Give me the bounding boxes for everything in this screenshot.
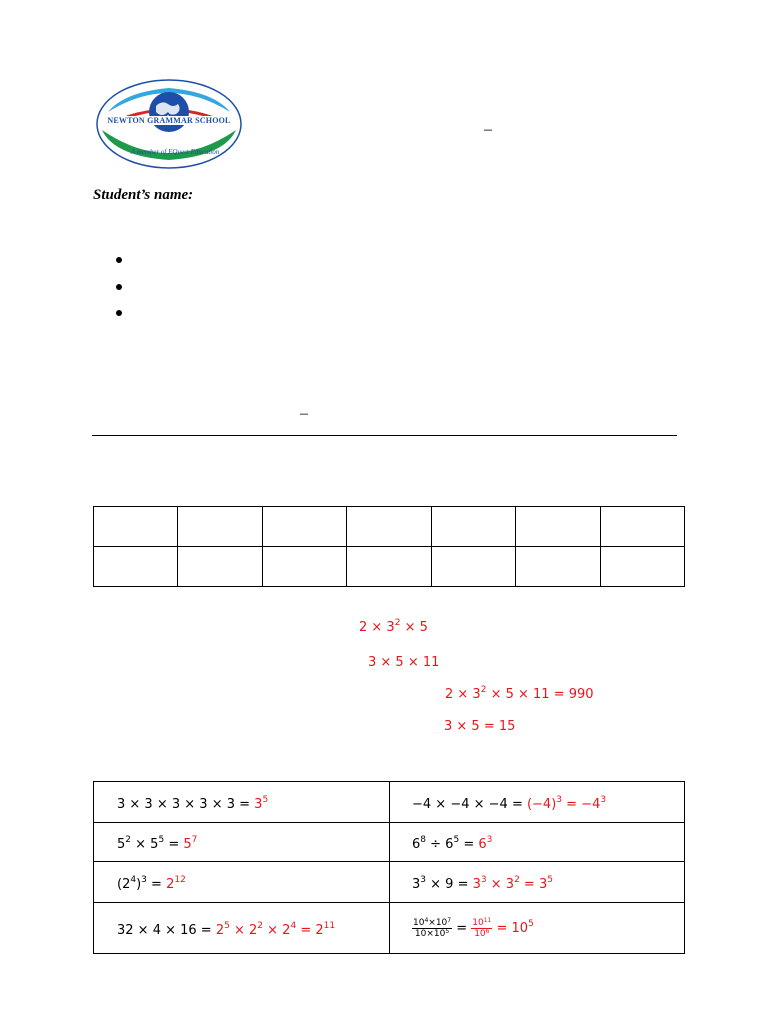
answer-d: 3 × 5 = 15 <box>444 719 516 734</box>
grid-cell <box>431 507 515 547</box>
grid-cell <box>516 507 600 547</box>
table-row <box>94 903 685 954</box>
grid-cell <box>262 507 346 547</box>
grid-cell <box>347 547 431 587</box>
school-logo <box>94 78 244 170</box>
grid-cell <box>178 507 262 547</box>
bullet-2 <box>116 284 122 290</box>
table-row <box>94 862 685 903</box>
fraction-question: $\frac{10^4\times 10^7}{10\times 10^5}$ <box>413 917 452 939</box>
grid-cell <box>94 547 178 587</box>
cell-r2c2: $6^8 \div 6^5 = 6^3$ <box>390 823 685 862</box>
answer-b: 3 × 5 × 11 <box>368 655 440 670</box>
index-laws-table <box>93 781 685 954</box>
student-name-label: Student’s name: <box>93 187 194 203</box>
answer-c: $2 \times 3^2 \times 5 \times 11 = 990$ <box>445 685 594 702</box>
grid-cell <box>178 547 262 587</box>
cell-r3c1: $(2^4)^3 = 2^{12}$ <box>94 862 390 903</box>
header-dash: – <box>484 121 492 138</box>
answer-a: $2 \times 3^2 \times 5$ <box>359 618 428 635</box>
section-dash: – <box>300 405 308 422</box>
cell-r4c2: $\frac{10^4\times 10^7}{10\times 10^5}$ = $\frac{10^{11}}{10^6}$ = $10^5$ <box>390 903 685 954</box>
grid-cell <box>431 547 515 587</box>
cell-r4c1: $32 \times 4 \times 16 = 2^5 \times 2^2 \times 2^4 = 2^{11}$ <box>94 903 390 954</box>
cell-r2c1: $5^2 \times 5^5 = 5^7$ <box>94 823 390 862</box>
grid-cell <box>516 547 600 587</box>
fraction-answer: $\frac{10^{11}}{10^6}$ <box>472 917 492 939</box>
grid-cell <box>94 507 178 547</box>
cell-r3c2: $3^3 \times 9 = 3^3 \times 3^2 = 3^5$ <box>390 862 685 903</box>
blank-grid-table <box>93 506 685 587</box>
cell-r1c2: $-4 \times -4 \times -4 = (-4)^3 = -4^3$ <box>390 782 685 823</box>
logo-tagline: A member of EQuest Education <box>130 148 220 156</box>
grid-cell <box>600 507 684 547</box>
bullet-3 <box>116 310 122 316</box>
grid-cell <box>600 547 684 587</box>
bullet-1 <box>116 257 122 263</box>
cell-r1c1: $3 \times 3 \times 3 \times 3 \times 3 = 3^5$ <box>94 782 390 823</box>
grid-cell <box>347 507 431 547</box>
grid-cell <box>262 547 346 587</box>
logo-school-name: NEWTON GRAMMAR SCHOOL <box>107 116 231 125</box>
table-row <box>94 782 685 823</box>
horizontal-rule <box>92 435 677 436</box>
table-row <box>94 823 685 862</box>
